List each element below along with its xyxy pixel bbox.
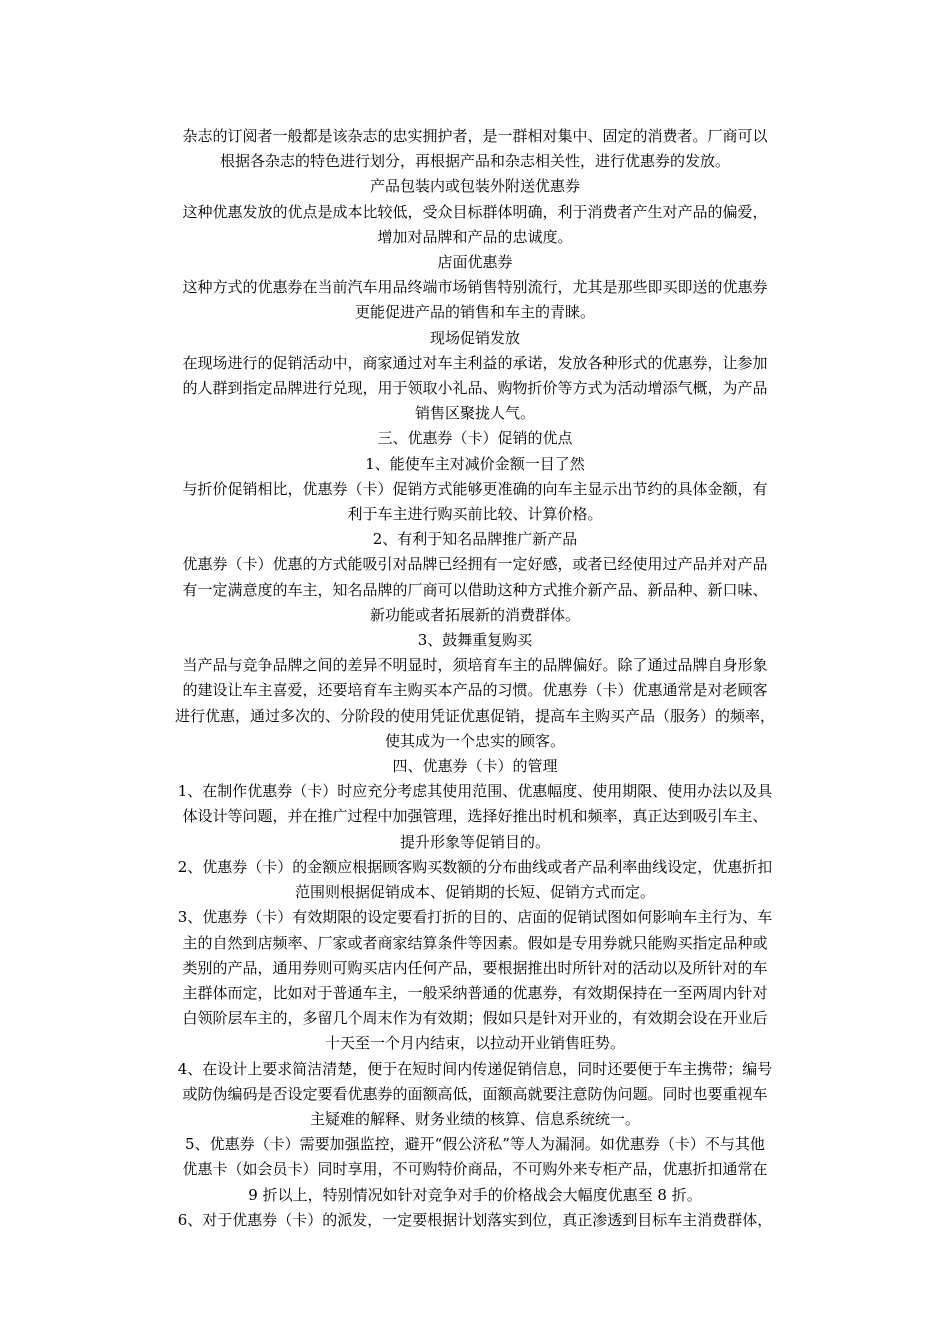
text-line: 提升形象等促销目的。: [399, 832, 550, 851]
text-line: 的建设让车主喜爱，还要培育车主购买本产品的习惯。优惠券（卡）优惠通常是对老顾客: [182, 681, 768, 700]
text-line: 6、对于优惠券（卡）的派发，一定要根据计划落实到位，真正渗透到目标车主消费群体，: [177, 1210, 773, 1229]
text-line: 2、有利于知名品牌推广新产品: [372, 530, 578, 549]
text-line: 优惠卡（如会员卡）同时享用，不可购特价商品，不可购外来专柜产品，优惠折扣通常在: [182, 1160, 768, 1179]
text-line: 产品包装内或包装外附送优惠券: [369, 177, 580, 196]
text-line: 主疑难的解释、财务业绩的核算、信息系统统一。: [309, 1109, 640, 1128]
text-line: 店面优惠券: [437, 253, 513, 272]
text-line: 新功能或者拓展新的消费群体。: [369, 605, 580, 624]
text-line: 3、优惠券（卡）有效期限的设定要看打折的目的、店面的促销试图如何影响车主行为、车: [177, 908, 773, 927]
text-line: 2、优惠券（卡）的金额应根据顾客购买数额的分布曲线或者产品利率曲线设定，优惠折扣: [177, 857, 773, 876]
text-line: 更能促进产品的销售和车主的青睐。: [354, 303, 595, 322]
text-line: 四、优惠券（卡）的管理: [392, 757, 558, 776]
text-line: 9 折以上，特别情况如针对竞争对手的价格战会大幅度优惠至 8 折。: [248, 1185, 702, 1204]
text-line: 增加对品牌和产品的忠诚度。: [377, 227, 573, 246]
text-line: 或防伪编码是否设定要看优惠券的面额高低，面额高就要注意防伪问题。同时也要重视车: [182, 1084, 768, 1103]
text-line: 杂志的订阅者一般都是该杂志的忠实拥护者，是一群相对集中、固定的消费者。厂商可以: [182, 127, 768, 145]
text-line: 有一定满意度的车主，知名品牌的厂商可以借助这种方式推介新产品、新品种、新口味、: [182, 580, 768, 599]
text-line: 3、鼓舞重复购买: [417, 631, 533, 650]
text-line: 与折价促销相比，优惠券（卡）促销方式能够更准确的向车主显示出节约的具体金额，有: [182, 479, 768, 498]
text-line: 体设计等问题，并在推广过程中加强管理，选择好推出时机和频率，真正达到吸引车主、: [182, 807, 768, 826]
text-line: 十天至一个月内结束，以拉动开业销售旺势。: [324, 1034, 625, 1053]
text-line: 现场促销发放: [429, 328, 520, 347]
text-line: 主群体而定，比如对于普通车主，一般采纳普通的优惠券，有效期保持在一至两周内针对: [182, 983, 768, 1002]
text-line: 5、优惠券（卡）需要加强监控，避开“假公济私”等人为漏洞。如优惠券（卡）不与其他: [185, 1135, 765, 1154]
text-line: 这种优惠发放的优点是成本比较低，受众目标群体明确，利于消费者产生对产品的偏爱，: [182, 202, 768, 221]
text-line: 根据各杂志的特色进行划分，再根据产品和杂志相关性，进行优惠券的发放。: [219, 152, 730, 171]
text-line: 1、能使车主对减价金额一目了然: [365, 454, 585, 473]
text-line: 利于车主进行购买前比较、计算价格。: [347, 505, 603, 524]
text-line: 销售区聚拢人气。: [414, 404, 535, 423]
text-line: 4、在设计上要求简洁清楚，便于在短时间内传递促销信息，同时还要便于车主携带；编号: [177, 1059, 773, 1078]
text-line: 白领阶层车主的，多留几个周末作为有效期；假如只是针对开业的，有效期会设在开业后: [182, 1009, 768, 1028]
text-line: 在现场进行的促销活动中，商家通过对车主利益的承诺，发放各种形式的优惠券，让参加: [182, 353, 768, 372]
text-line: 当产品与竞争品牌之间的差异不明显时，须培育车主的品牌偏好。除了通过品牌自身形象: [182, 656, 768, 675]
text-line: 使其成为一个忠实的顾客。: [384, 731, 565, 750]
document-page: [140, 124, 810, 1233]
text-line: 类别的产品，通用券则可购买店内任何产品，要根据推出时所针对的活动以及所针对的车: [182, 958, 768, 977]
text-line: 优惠券（卡）优惠的方式能吸引对品牌已经拥有一定好感，或者已经使用过产品并对产品: [182, 555, 768, 574]
text-line: 主的自然到店频率、厂家或者商家结算条件等因素。假如是专用券就只能购买指定品种或: [182, 933, 768, 952]
text-line: 进行优惠，通过多次的、分阶段的使用凭证优惠促销，提高车主购买产品（服务）的频率，: [174, 706, 775, 725]
text-line: 三、优惠券（卡）促销的优点: [377, 429, 573, 448]
text-line: 这种方式的优惠券在当前汽车用品终端市场销售特别流行，尤其是那些即买即送的优惠券: [182, 278, 768, 297]
text-line: 的人群到指定品牌进行兑现，用于领取小礼品、购物折价等方式为活动增添气概，为产品: [182, 379, 768, 398]
text-line: 1、在制作优惠券（卡）时应充分考虑其使用范围、优惠幅度、使用期限、使用办法以及具: [177, 782, 773, 801]
text-line: 范围则根据促销成本、促销期的长短、促销方式而定。: [294, 883, 655, 902]
